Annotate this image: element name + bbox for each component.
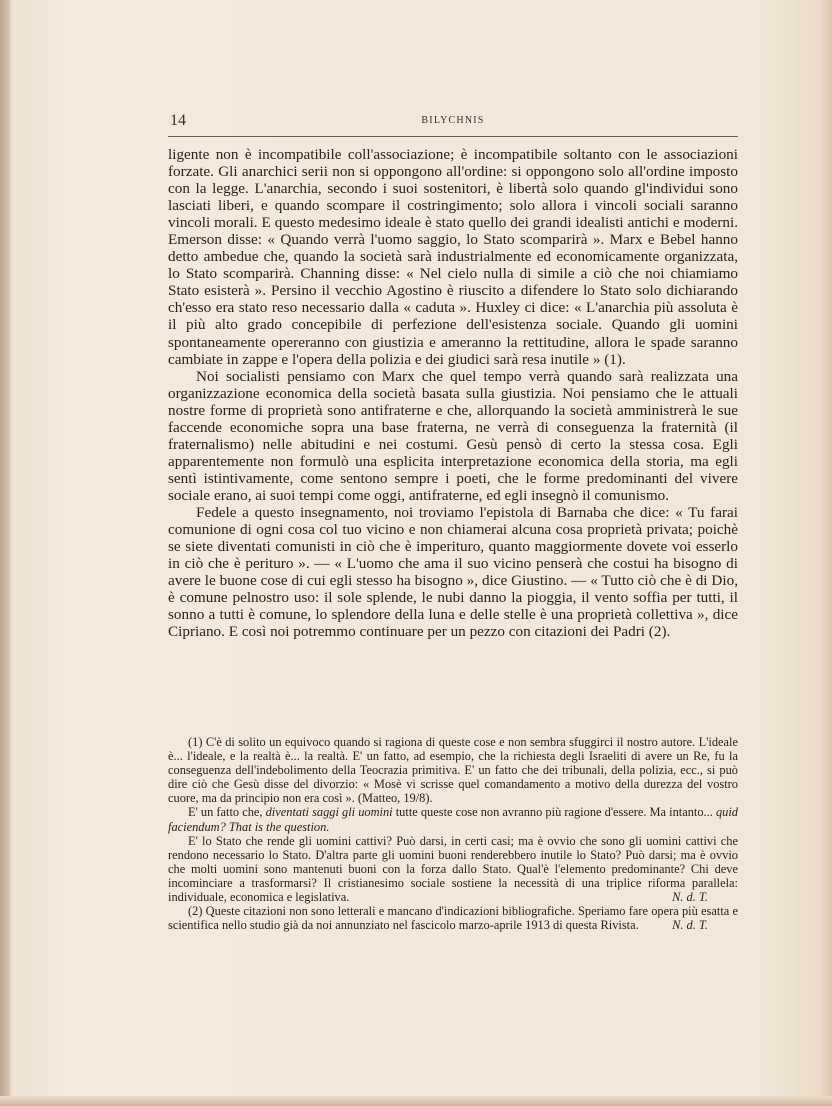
footnote-1-continuation	[168, 834, 738, 904]
paragraph: ligente non è incompatibile coll'associazione; è incompatibile soltanto con le associazioni forzate. Gli anarchici serii non si oppongono all'ordine: si oppongono solo all'ordine imposto con la legge. L'anarchia, secondo i suoi sostenitori, è libertà solo quando gl'individui sono lasciati liberi, e quando scompare il costringimento; solo allora i vincoli sociali saranno vincoli morali. E questo medesimo ideale è stato quello dei grandi idealisti antichi e moderni. Emerson disse: « Quando verrà l'uomo saggio, lo Stato scomparirà ». Marx e Bebel hanno detto ambedue che, quando la società sarà industrialmente ed economicamente organizzata, lo Stato scomparirà. Channing disse: « Nel cielo nulla di simile a ciò che noi chiamiamo Stato esisterà ». Persino il vecchio Agostino è riuscito a difendere lo Stato solo dichiarando ch'esso era stato reso necessario dalla « caduta ». Huxley ci dice: « L'anarchia più assoluta è il più alto grado concepibile di perfezione dell'esistenza sociale. Quando gli uomini spontaneamente opereranno con giustizia e ameranno la rettitudine, allora le spade saranno cambiate in zappe e l'opera della polizia e dei giudici sarà resa inutile » (1).	[168, 146, 738, 368]
running-head: BILYCHNIS	[421, 115, 485, 126]
page-bottom-edge	[0, 1096, 832, 1106]
translator-note-signature: N. d. T.	[672, 918, 708, 933]
footnote-2	[168, 904, 738, 932]
page-header	[168, 106, 738, 137]
paragraph: Fedele a questo insegnamento, noi troviamo l'epistola di Barnaba che dice: « Tu farai comunione di ogni cosa col tuo vicino e non chiamerai alcuna cosa proprietà privata; poichè se siete diventati comunisti in ciò che è imperituro, quanto maggiormente dovete voi esserlo in ciò che è perituro ». — « L'uomo che ama il suo vicino penserà che costui ha bisogno di avere le buone cose di cui egli stesso ha bisogno », dice Giustino. — « Tutto ciò che è di Dio, è comune pelnostro uso: il sole splende, le nubi danno la pioggia, il vento soffia per tutti, il sonno a tutti è comune, lo splendore della luna e delle stelle è una proprietà collettiva », dice Cipriano. E così noi potremmo continuare per un pezzo con citazioni dei Padri (2).	[168, 503, 738, 641]
footnote-text: E' lo Stato che rende gli uomini cattivi? Può darsi, in certi casi; ma è ovvio che sono gli uomini cattivi che rendono necessario lo Stato. D'altra parte gli uomini buoni renderebbero inutile lo Stato? Può darsi; ma è ovvio che molti uomini sono mantenuti buoni con la forza dallo Stato. Qual'è l'elemento predominante? Chi deve incominciare a trasformarsi? Il cristianesimo sociale sostiene la necessità di una triplice riforma parallela: individuale, economica e legislativa.	[168, 833, 738, 905]
translator-note-signature: N. d. T.	[672, 890, 708, 905]
footnote-text: tutte queste cose non avranno più ragione d'essere. Ma intanto...	[395, 805, 713, 820]
footnotes	[168, 735, 738, 932]
page-number: 14	[170, 112, 186, 129]
footnote-1-continuation	[168, 805, 738, 833]
footnote-italic-quote: quid faciendum? That is the question.	[168, 805, 738, 834]
paragraph: Noi socialisti pensiamo con Marx che quel tempo verrà quando sarà realizzata una organizzazione economica della società basata sulla giustizia. Noi pensiamo che le attuali nostre forme di proprietà sono antifraterne e che, allorquando la società amministrerà le sue faccende economiche sopra una base fraterna, ne verrà di conseguenza la fraternità (il fraternalismo) nelle abitudini e nei costumi. Gesù pensò di certo la stessa cosa. Egli apparentemente non formulò una esplicita interpretazione economica della storia, ma egli sentì istintivamente, come sentono sempre i poeti, che le forme predominanti del vivere sociale erano, ai suoi tempi come oggi, antifraterne, ed egli insegnò il comunismo.	[168, 367, 738, 504]
footnote-italic-phrase: diventati saggi gli uomini	[265, 805, 393, 820]
footnote-1: (1) C'è di solito un equivoco quando si ragiona di queste cose e non sembra sfuggirci il nostro autore. L'ideale è... l'ideale, e la realtà è... la realtà. E' un fatto, ad esempio, che la richiesta degli Israeliti di avere un Re, fu la conseguenza dell'indebolimento della Teocrazia primitiva. E' un fatto che dei tribunali, della polizia, ecc., si può dire ciò che Gesù disse del divorzio: « Mosè vi scrisse quel comandamento a motivo della durezza del vostro cuore, ma da principio non era così ». (Matteo, 19/8).	[168, 735, 738, 806]
footnote-text: E' un fatto che,	[188, 805, 263, 820]
page-spine-shadow	[0, 0, 10, 1106]
footnote-text: (2) Queste citazioni non sono letterali e mancano d'indicazioni bibliografiche. Speriamo fare opera più esatta e scientifica nello studio già da noi annunziato nel fascicolo marzo-aprile 1913 di questa Rivista.	[168, 904, 738, 933]
main-text	[168, 146, 738, 640]
